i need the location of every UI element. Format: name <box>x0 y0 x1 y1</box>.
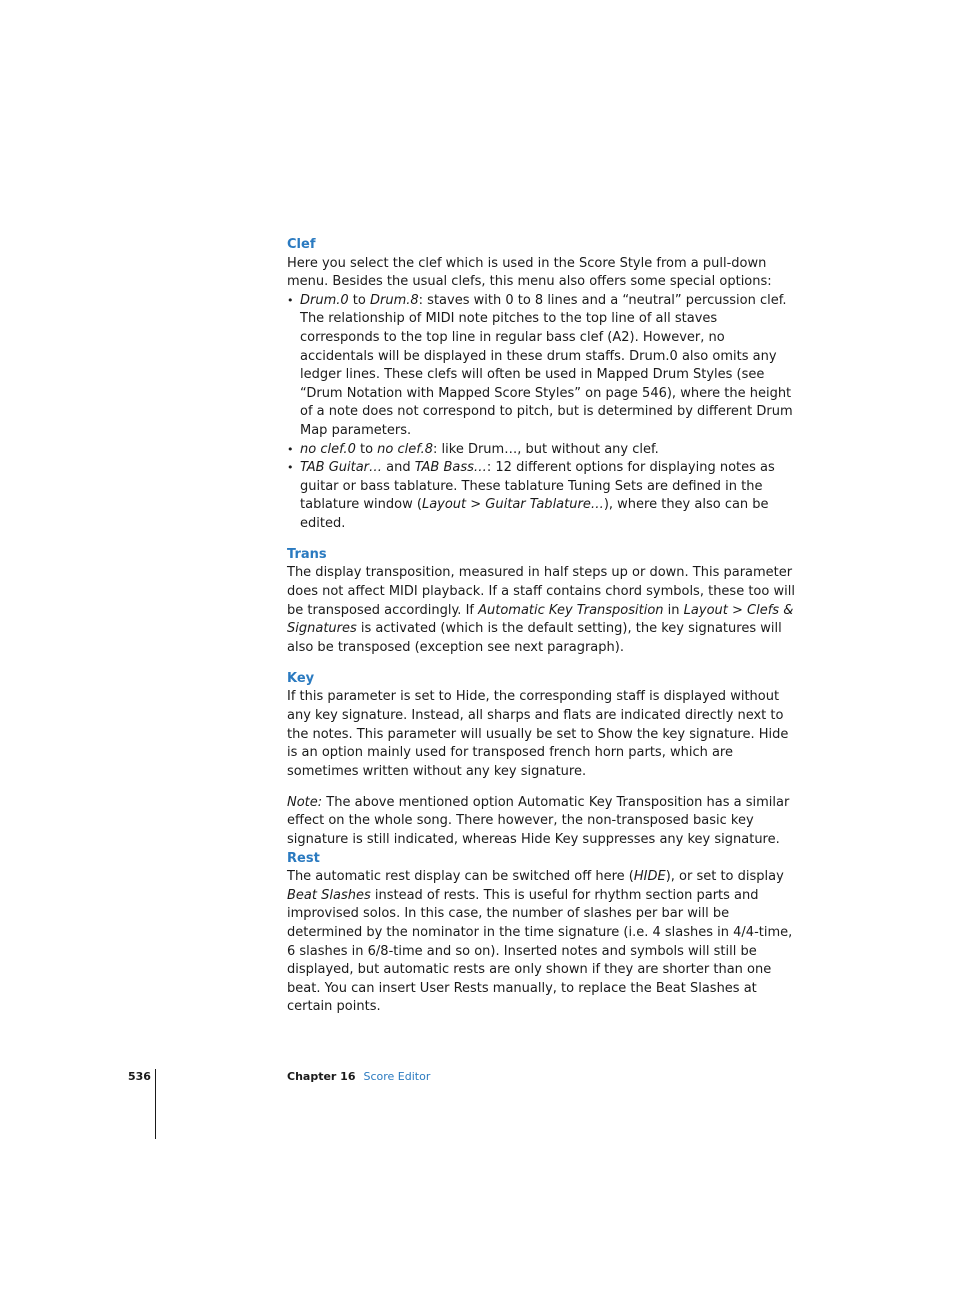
trans-body: The display transposition, measured in half steps up or down. This parameter does not affect MIDI playback. If a staff contains chord symbols, these too will be transposed accordingly. If Automatic Key Transposition in Layout > Clefs & Signatures is activated (which is the default setting), the key signatures will also be transposed (exception see next paragraph). <box>287 565 795 655</box>
section-trans <box>287 546 797 658</box>
section-clef <box>287 236 797 534</box>
chapter-title-link[interactable]: Score Editor <box>363 1070 431 1083</box>
page-number: 536 <box>128 1070 151 1083</box>
heading-key: Key <box>287 670 315 686</box>
rest-body: The automatic rest display can be switched off here (HIDE), or set to display Beat Slashes instead of rests. This is useful for rhythm section parts and improvised solos. In this case, the number of slashes per bar will be determined by the nominator in the time signature (i.e. 4 slashes in 4/4-time, 6 slashes in 6/8-time and so on). Inserted notes and symbols will still be displayed, but automatic rests are only shown if they are shorter than one beat. You can insert User Rests manually, to replace the Beat Slashes at certain points. <box>287 869 793 1015</box>
clef-option-no-clef: • no clef.0 to no clef.8: like Drum…, but without any clef. <box>287 441 797 460</box>
footer-chapter <box>287 1070 430 1083</box>
footer-divider <box>155 1069 156 1139</box>
heading-clef: Clef <box>287 237 316 252</box>
clef-option-tab: • TAB Guitar… and TAB Bass…: 12 different options for displaying notes as guitar or bass tablature. These tablature Tuning Sets are defined in the tablature window (Layout > Guitar Tablature…), where they also can be edited. <box>287 459 797 533</box>
heading-trans: Trans <box>287 546 327 562</box>
clef-intro: Here you select the clef which is used in the Score Style from a pull-down menu. Besides the usual clefs, this menu also offers some special options: <box>287 255 772 290</box>
clef-option-drum: • Drum.0 to Drum.8: staves with 0 to 8 lines and a “neutral” percussion clef. The relationship of MIDI note pitches to the top line of all staves corresponds to the top line in regular bass clef (A2). However, no accidentals will be displayed in these drum staffs. Drum.0 also omits any ledger lines. These clefs will often be used in Mapped Drum Styles (see “Drum Notation with Mapped Score Styles” on page 546), where the height of a note does not correspond to pitch, but is determined by different Drum Map parameters. <box>287 292 797 441</box>
section-rest <box>287 850 797 1017</box>
section-key <box>287 670 797 782</box>
key-body: If this parameter is set to Hide, the corresponding staff is displayed without any key signature. Instead, all sharps and flats are indicated directly next to the notes. This parameter will usually be set to Show the key signature. Hide is an option mainly used for transposed french horn parts, which are sometimes written without any key signature. <box>287 689 789 779</box>
clef-options-list <box>287 292 797 534</box>
heading-rest: Rest <box>287 850 320 866</box>
chapter-label: Chapter 16 <box>287 1070 356 1083</box>
page-content <box>287 236 797 1029</box>
note-label: Note: <box>287 794 323 810</box>
key-note: Note: The above mentioned option Automatic Key Transposition has a similar effect on the whole song. There however, the non-transposed basic key signature is still indicated, whereas Hide Key suppresses any key signature. <box>287 794 790 847</box>
